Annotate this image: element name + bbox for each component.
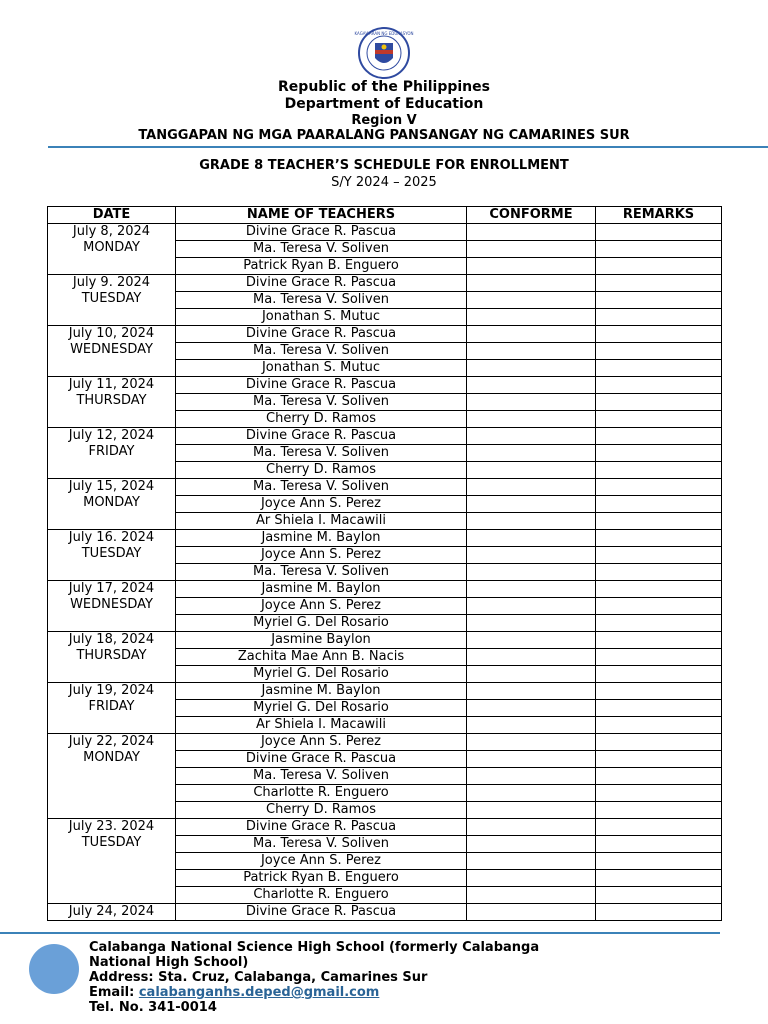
teacher-name-cell: Joyce Ann S. Perez: [176, 734, 467, 751]
table-row: [48, 377, 722, 394]
document-title: GRADE 8 TEACHER’S SCHEDULE FOR ENROLLMENT: [199, 158, 569, 173]
conforme-cell: [467, 377, 596, 394]
date-text: July 17, 2024: [68, 581, 155, 596]
remarks-cell: [596, 802, 722, 819]
teacher-name-cell: Ma. Teresa V. Soliven: [176, 768, 467, 785]
footer-address-label: Address:: [89, 970, 154, 985]
remarks-cell: [596, 462, 722, 479]
remarks-cell: [596, 666, 722, 683]
teacher-name-cell: Ma. Teresa V. Soliven: [176, 836, 467, 853]
footer-address-value: Sta. Cruz, Calabanga, Camarines Sur: [158, 970, 428, 985]
teacher-name-cell: Myriel G. Del Rosario: [176, 615, 467, 632]
table-row: [48, 683, 722, 700]
footer-address: [89, 970, 539, 985]
remarks-cell: [596, 904, 722, 921]
conforme-cell: [467, 547, 596, 564]
deped-seal-icon: [354, 26, 414, 80]
teacher-name-cell: Ma. Teresa V. Soliven: [176, 479, 467, 496]
conforme-cell: [467, 836, 596, 853]
conforme-cell: [467, 785, 596, 802]
teacher-name-cell: Ma. Teresa V. Soliven: [176, 343, 467, 360]
conforme-cell: [467, 309, 596, 326]
date-text: July 15, 2024: [68, 479, 155, 494]
remarks-cell: [596, 870, 722, 887]
conforme-cell: [467, 479, 596, 496]
teacher-name-cell: Cherry D. Ramos: [176, 411, 467, 428]
conforme-cell: [467, 802, 596, 819]
date-cell: [48, 530, 176, 581]
teacher-name-cell: Charlotte R. Enguero: [176, 785, 467, 802]
teacher-name-cell: Divine Grace R. Pascua: [176, 751, 467, 768]
teacher-name-cell: Ma. Teresa V. Soliven: [176, 564, 467, 581]
date-text: July 12, 2024: [68, 428, 155, 443]
teacher-name-cell: Ma. Teresa V. Soliven: [176, 394, 467, 411]
teacher-name-cell: Divine Grace R. Pascua: [176, 819, 467, 836]
day-text: FRIDAY: [88, 699, 135, 714]
col-header-date: DATE: [48, 207, 176, 224]
remarks-cell: [596, 649, 722, 666]
remarks-cell: [596, 326, 722, 343]
teacher-name-cell: Divine Grace R. Pascua: [176, 428, 467, 445]
conforme-cell: [467, 700, 596, 717]
remarks-cell: [596, 309, 722, 326]
school-year: S/Y 2024 – 2025: [331, 175, 437, 190]
table-row: [48, 479, 722, 496]
date-cell: [48, 734, 176, 819]
remarks-cell: [596, 292, 722, 309]
conforme-cell: [467, 666, 596, 683]
date-text: July 11, 2024: [68, 377, 155, 392]
teacher-name-cell: Divine Grace R. Pascua: [176, 275, 467, 292]
day-text: MONDAY: [83, 750, 140, 765]
conforme-cell: [467, 632, 596, 649]
remarks-cell: [596, 581, 722, 598]
conforme-cell: [467, 462, 596, 479]
remarks-cell: [596, 479, 722, 496]
day-text: WEDNESDAY: [70, 597, 153, 612]
teacher-name-cell: Jasmine M. Baylon: [176, 530, 467, 547]
date-text: July 19, 2024: [68, 683, 155, 698]
table-row: [48, 530, 722, 547]
footer-info: [89, 940, 539, 1015]
conforme-cell: [467, 581, 596, 598]
header-department: Department of Education: [284, 96, 484, 112]
remarks-cell: [596, 258, 722, 275]
footer-email-label: Email:: [89, 985, 135, 1000]
teacher-name-cell: Joyce Ann S. Perez: [176, 853, 467, 870]
teacher-name-cell: Ma. Teresa V. Soliven: [176, 445, 467, 462]
teacher-name-cell: Ar Shiela I. Macawili: [176, 717, 467, 734]
conforme-cell: [467, 615, 596, 632]
conforme-cell: [467, 751, 596, 768]
remarks-cell: [596, 632, 722, 649]
remarks-cell: [596, 819, 722, 836]
table-row: [48, 734, 722, 751]
date-cell: [48, 377, 176, 428]
teacher-name-cell: Jasmine M. Baylon: [176, 683, 467, 700]
remarks-cell: [596, 615, 722, 632]
remarks-cell: [596, 836, 722, 853]
footer-school-line1: Calabanga National Science High School (formerly Calabanga: [89, 940, 540, 955]
conforme-cell: [467, 326, 596, 343]
remarks-cell: [596, 683, 722, 700]
remarks-cell: [596, 785, 722, 802]
remarks-cell: [596, 428, 722, 445]
conforme-cell: [467, 411, 596, 428]
teacher-name-cell: Jonathan S. Mutuc: [176, 309, 467, 326]
teacher-name-cell: Zachita Mae Ann B. Nacis: [176, 649, 467, 666]
header-republic: Republic of the Philippines: [278, 79, 490, 95]
conforme-cell: [467, 734, 596, 751]
header-divider: [48, 146, 768, 148]
conforme-cell: [467, 428, 596, 445]
conforme-cell: [467, 853, 596, 870]
conforme-cell: [467, 241, 596, 258]
col-header-conforme: CONFORME: [467, 207, 596, 224]
conforme-cell: [467, 683, 596, 700]
day-text: MONDAY: [83, 240, 140, 255]
remarks-cell: [596, 394, 722, 411]
date-cell: [48, 479, 176, 530]
teacher-name-cell: Charlotte R. Enguero: [176, 887, 467, 904]
date-cell: [48, 683, 176, 734]
day-text: TUESDAY: [81, 291, 142, 306]
remarks-cell: [596, 734, 722, 751]
day-text: MONDAY: [83, 495, 140, 510]
conforme-cell: [467, 445, 596, 462]
remarks-cell: [596, 411, 722, 428]
table-row: [48, 428, 722, 445]
date-text: July 24, 2024: [68, 904, 155, 919]
date-cell: [48, 581, 176, 632]
remarks-cell: [596, 598, 722, 615]
teacher-name-cell: Joyce Ann S. Perez: [176, 547, 467, 564]
remarks-cell: [596, 768, 722, 785]
schedule-table: [47, 206, 722, 921]
remarks-cell: [596, 853, 722, 870]
teacher-name-cell: Divine Grace R. Pascua: [176, 326, 467, 343]
conforme-cell: [467, 343, 596, 360]
remarks-cell: [596, 224, 722, 241]
conforme-cell: [467, 649, 596, 666]
day-text: THURSDAY: [76, 648, 147, 663]
teacher-name-cell: Ar Shiela I. Macawili: [176, 513, 467, 530]
remarks-cell: [596, 751, 722, 768]
date-text: July 18, 2024: [68, 632, 155, 647]
remarks-cell: [596, 377, 722, 394]
date-cell: [48, 326, 176, 377]
teacher-name-cell: Patrick Ryan B. Enguero: [176, 870, 467, 887]
conforme-cell: [467, 394, 596, 411]
date-text: July 8, 2024: [72, 224, 151, 239]
teacher-name-cell: Divine Grace R. Pascua: [176, 224, 467, 241]
date-cell: [48, 632, 176, 683]
remarks-cell: [596, 564, 722, 581]
remarks-cell: [596, 700, 722, 717]
conforme-cell: [467, 768, 596, 785]
remarks-cell: [596, 445, 722, 462]
conforme-cell: [467, 496, 596, 513]
teacher-name-cell: Jasmine Baylon: [176, 632, 467, 649]
date-cell: [48, 224, 176, 275]
footer-email: [89, 985, 539, 1000]
day-text: TUESDAY: [81, 835, 142, 850]
date-text: July 22, 2024: [68, 734, 155, 749]
day-text: TUESDAY: [81, 546, 142, 561]
teacher-name-cell: Jonathan S. Mutuc: [176, 360, 467, 377]
col-header-remarks: REMARKS: [596, 207, 722, 224]
conforme-cell: [467, 887, 596, 904]
teacher-name-cell: Cherry D. Ramos: [176, 802, 467, 819]
footer-divider: [0, 932, 720, 934]
conforme-cell: [467, 598, 596, 615]
date-text: July 10, 2024: [68, 326, 155, 341]
remarks-cell: [596, 887, 722, 904]
teacher-name-cell: Ma. Teresa V. Soliven: [176, 292, 467, 309]
col-header-teachers: NAME OF TEACHERS: [176, 207, 467, 224]
conforme-cell: [467, 717, 596, 734]
date-text: July 23. 2024: [68, 819, 155, 834]
teacher-name-cell: Divine Grace R. Pascua: [176, 377, 467, 394]
table-header-row: [48, 207, 722, 224]
conforme-cell: [467, 275, 596, 292]
teacher-name-cell: Divine Grace R. Pascua: [176, 904, 467, 921]
conforme-cell: [467, 904, 596, 921]
remarks-cell: [596, 717, 722, 734]
footer-email-link[interactable]: calabanganhs.deped@gmail.com: [138, 985, 380, 1000]
table-row: [48, 819, 722, 836]
date-text: July 16. 2024: [68, 530, 155, 545]
remarks-cell: [596, 496, 722, 513]
table-row: [48, 581, 722, 598]
conforme-cell: [467, 819, 596, 836]
day-text: THURSDAY: [76, 393, 147, 408]
teacher-name-cell: Myriel G. Del Rosario: [176, 666, 467, 683]
footer-logo-circle: [29, 944, 79, 994]
date-cell: [48, 275, 176, 326]
footer-tel: Tel. No. 341-0014: [89, 1000, 217, 1015]
remarks-cell: [596, 343, 722, 360]
conforme-cell: [467, 258, 596, 275]
conforme-cell: [467, 564, 596, 581]
teacher-name-cell: Jasmine M. Baylon: [176, 581, 467, 598]
header-region: Region V: [351, 113, 417, 128]
table-row: [48, 904, 722, 921]
conforme-cell: [467, 360, 596, 377]
table-row: [48, 632, 722, 649]
remarks-cell: [596, 513, 722, 530]
conforme-cell: [467, 870, 596, 887]
teacher-name-cell: Cherry D. Ramos: [176, 462, 467, 479]
seal-text: KAGAWARAN NG EDUKASYON: [354, 31, 414, 36]
conforme-cell: [467, 224, 596, 241]
teacher-name-cell: Joyce Ann S. Perez: [176, 598, 467, 615]
teacher-name-cell: Ma. Teresa V. Soliven: [176, 241, 467, 258]
table-row: [48, 275, 722, 292]
teacher-name-cell: Joyce Ann S. Perez: [176, 496, 467, 513]
date-cell: [48, 428, 176, 479]
day-text: WEDNESDAY: [70, 342, 153, 357]
schedule-body: [48, 224, 722, 921]
conforme-cell: [467, 530, 596, 547]
remarks-cell: [596, 241, 722, 258]
remarks-cell: [596, 547, 722, 564]
remarks-cell: [596, 275, 722, 292]
table-row: [48, 224, 722, 241]
footer-school-line2: National High School): [89, 955, 249, 970]
day-text: FRIDAY: [88, 444, 135, 459]
date-text: July 9. 2024: [72, 275, 151, 290]
date-cell: [48, 819, 176, 904]
teacher-name-cell: Myriel G. Del Rosario: [176, 700, 467, 717]
conforme-cell: [467, 292, 596, 309]
date-cell: [48, 904, 176, 921]
remarks-cell: [596, 360, 722, 377]
teacher-name-cell: Patrick Ryan B. Enguero: [176, 258, 467, 275]
header-division: TANGGAPAN NG MGA PAARALANG PANSANGAY NG CAMARINES SUR: [138, 128, 630, 143]
remarks-cell: [596, 530, 722, 547]
table-row: [48, 326, 722, 343]
conforme-cell: [467, 513, 596, 530]
